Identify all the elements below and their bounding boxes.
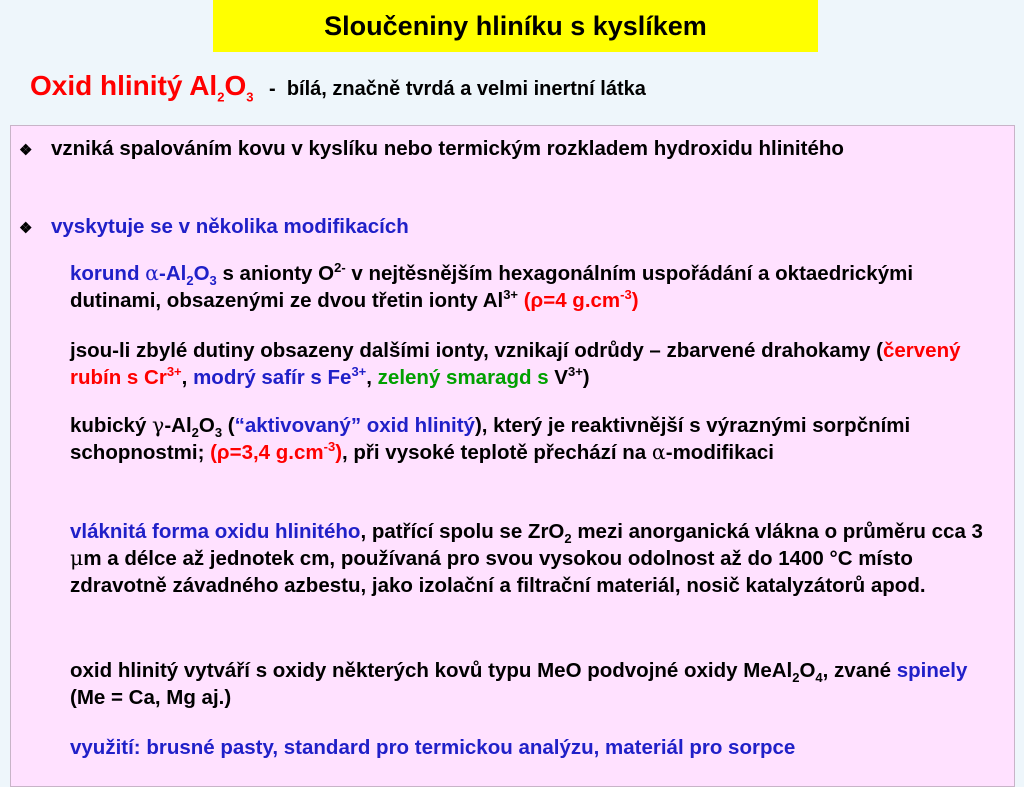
paragraph-gamma: kubický $\gamma-Al_2O_3$ (“aktivovaný” oxid hlinitý), který je reaktivnější s výraznými sorpčními schopnostmi; (ρ=3,4 $g.cm^{-3}$), při vysoké teplotě přechází na α-modifikaci [70,413,911,464]
compound-name: Oxid hlinitý $Al_2O_3$ [30,70,254,105]
diamond-bullet-icon: ❖ [19,220,33,237]
bullet-formation [19,135,1004,164]
bullet-formation-text: vzniká spalováním kovu v kyslíku nebo termickým rozkladem hydroxidu hlinitého [51,137,844,160]
content-box [10,125,1015,787]
paragraph-spinels: oxid hlinitý vytváří s oxidy některých kovů typu MeO podvojné oxidy $MeAl_2O_4$, zvané spinely (Me = Ca, Mg aj.) [70,659,968,709]
paragraph-gemstones: jsou-li zbylé dutiny obsazeny dalšími ionty, vznikají odrůdy – zbarvené drahokamy (červený rubín s $Cr^{3+}$, modrý safír s $Fe^{3+}$, zelený smaragd s $V^{3+}$) [70,339,961,389]
paragraph-corundum: korund $\alpha-Al_2O_3$ s anionty $O^{2-}$ v nejtěsnějším hexagonálním uspořádání a oktaedrickými dutinami, obsazenými ze dvou třetin ionty $Al^{3+}$ (ρ=4 $g.cm^{-3}$) [70,260,914,312]
slide-subtitle [30,70,646,105]
paragraph-fibers: vláknitá forma oxidu hlinitého, patřící spolu se ZrO$_2$ mezi anorganická vlákna o průměru cca 3 μm a délce až jednotek cm, používaná pro svou vysokou odolnost až do 1400 °C místo zdravotně závadného azbestu, jako izolační a filtrační materiál, nosič katalyzátorů apod. [70,520,983,597]
diamond-bullet-icon: ❖ [19,142,33,159]
slide-title-text: Sloučeniny hliníku s kyslíkem [324,10,707,41]
slide-title [213,0,818,52]
paragraph-uses: využití: brusné pasty, standard pro termickou analýzu, materiál pro sorpce [70,736,796,759]
compound-description: - bílá, značně tvrdá a velmi inertní látka [269,78,646,100]
bullet-modifications [19,213,409,242]
bullet-modifications-text: vyskytuje se v několika modifikacích [51,215,409,238]
